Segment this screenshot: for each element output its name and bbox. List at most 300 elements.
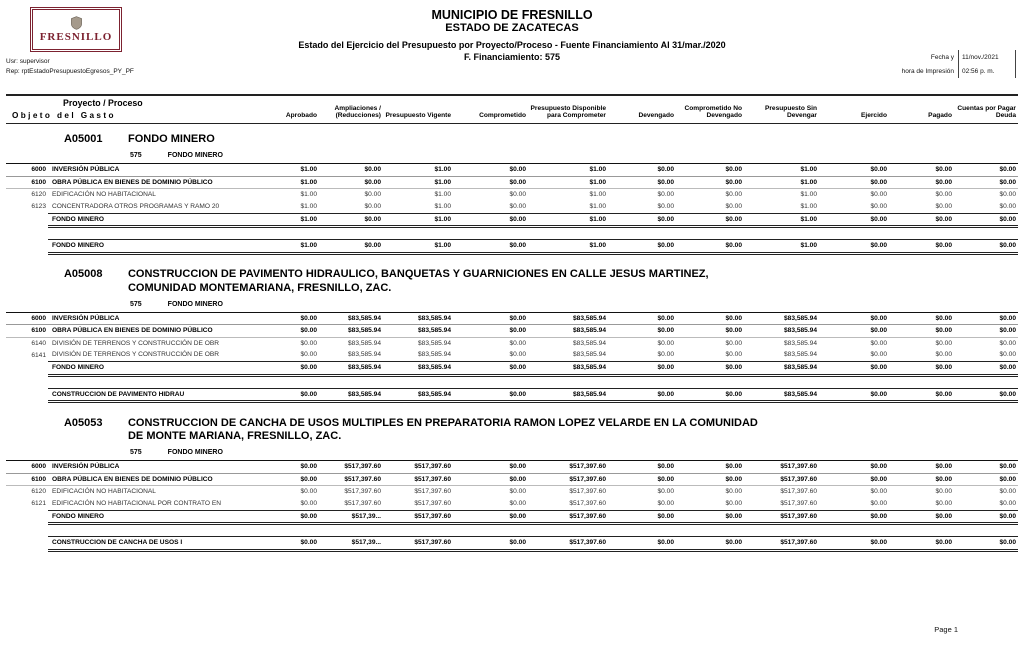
total-row-value: $1.00 (744, 213, 819, 227)
row-value: $0.00 (319, 164, 383, 177)
report-header (0, 0, 1024, 94)
row-value: $0.00 (300, 499, 317, 507)
row-value: $0.00 (509, 339, 526, 347)
total-row-code (6, 240, 48, 254)
total-row (6, 362, 1018, 376)
row-code: 6123 (31, 203, 46, 211)
total-row-value: $517,39... (319, 537, 383, 551)
spacer-cell (6, 375, 1018, 388)
row-value: $0.00 (935, 191, 952, 199)
row-value: $0.00 (935, 351, 952, 359)
row-value: $0.00 (954, 325, 1018, 338)
col-header-devengado: Devengado (608, 95, 676, 124)
row-value: $517,397.60 (383, 461, 453, 474)
col-header-pagado: Pagado (889, 95, 954, 124)
total-row-value: $0.00 (954, 510, 1018, 524)
total-row-value: $517,397.60 (383, 537, 453, 551)
row-value: $0.00 (676, 164, 744, 177)
row-value: $0.00 (870, 488, 887, 496)
row-value: $0.00 (274, 312, 319, 325)
col-header-disponible-para-comprometer: Presupuesto Disponible para Comprometer (528, 95, 608, 124)
gap-cell (6, 550, 1018, 556)
row-value: $0.00 (935, 488, 952, 496)
section-header (6, 417, 1018, 445)
total-row-value: $0.00 (676, 388, 744, 402)
total-row (6, 240, 1018, 254)
col-header-ampliaciones: Ampliaciones / (Reducciones) (319, 95, 383, 124)
row-value: $1.00 (589, 191, 606, 199)
print-time-label: hora de Impresión (901, 67, 954, 75)
total-row-code (6, 388, 48, 402)
row-label: EDIFICACIÓN NO HABITACIONAL POR CONTRATO EN (51, 499, 221, 507)
print-date-label: Fecha y (930, 53, 954, 61)
row-label: DIVISIÓN DE TERRENOS Y CONSTRUCCIÓN DE OBR (51, 339, 220, 347)
row-value: $83,585.94 (572, 339, 606, 347)
row-value: $517,397.60 (744, 473, 819, 486)
total-row-value: $0.00 (954, 213, 1018, 227)
total-row-value: $0.00 (453, 240, 528, 254)
budget-table (6, 94, 1018, 556)
fund-cell (6, 447, 1018, 461)
left-column-header (6, 95, 274, 124)
total-row-value: $0.00 (319, 240, 383, 254)
row-value: $1.00 (383, 164, 453, 177)
row-value: $0.00 (725, 191, 742, 199)
row-value: $0.00 (935, 499, 952, 507)
row-value: $0.00 (676, 461, 744, 474)
section-header (6, 133, 1018, 147)
budget-row (6, 486, 1018, 498)
total-row-label: FONDO MINERO (48, 240, 274, 254)
row-value: $0.00 (999, 202, 1016, 210)
report-id-label: Rep: rptEstadoPresupuestoEgresos_PY_PF (6, 68, 134, 76)
row-value: $83,585.94 (528, 312, 608, 325)
row-code: 6120 (31, 488, 46, 496)
row-code: 6141 (31, 351, 46, 359)
total-row-value: $517,397.60 (528, 537, 608, 551)
budget-row (6, 473, 1018, 486)
row-code: 6100 (6, 473, 48, 486)
row-value: $517,397.60 (569, 499, 606, 507)
total-row (6, 510, 1018, 524)
total-row-value: $0.00 (608, 510, 676, 524)
col-header-presupuesto-vigente: Presupuesto Vigente (383, 95, 453, 124)
spacer-cell (6, 227, 1018, 240)
total-row (6, 388, 1018, 402)
total-row (6, 537, 1018, 551)
total-row-value: $0.00 (453, 388, 528, 402)
row-value: $0.00 (999, 191, 1016, 199)
row-value: $517,397.60 (383, 473, 453, 486)
row-value: $0.00 (509, 191, 526, 199)
budget-row (6, 189, 1018, 201)
row-value: $83,585.94 (319, 325, 383, 338)
row-value: $0.00 (364, 191, 381, 199)
total-row-value: $0.00 (819, 537, 889, 551)
row-value: $0.00 (509, 499, 526, 507)
row-value: $0.00 (608, 312, 676, 325)
total-row-value: $517,397.60 (383, 510, 453, 524)
row-value: $83,585.94 (417, 339, 451, 347)
row-value: $1.00 (274, 176, 319, 189)
total-row-code (6, 213, 48, 227)
row-label: CONCENTRADORA OTROS PROGRAMAS Y RAMO 20 (51, 202, 220, 210)
total-row-value: $0.00 (274, 388, 319, 402)
total-row-value: $1.00 (528, 213, 608, 227)
fund-row (6, 447, 1018, 461)
row-value: $0.00 (364, 202, 381, 210)
total-row-value: $0.00 (676, 362, 744, 376)
total-row-value: $0.00 (889, 510, 954, 524)
budget-row (6, 325, 1018, 338)
row-value: $0.00 (453, 325, 528, 338)
col-header-comprometido: Comprometido (453, 95, 528, 124)
total-row-label: CONSTRUCCION DE CANCHA DE USOS I (48, 537, 274, 551)
section-header-row (6, 124, 1018, 150)
total-row-value: $0.00 (319, 213, 383, 227)
row-value: $0.00 (889, 461, 954, 474)
row-code: 6000 (6, 312, 48, 325)
row-value: $0.00 (725, 202, 742, 210)
row-value: $0.00 (935, 339, 952, 347)
row-label: INVERSIÓN PÚBLICA (48, 312, 274, 325)
total-row-value: $0.00 (819, 213, 889, 227)
section-code: A05001 (63, 133, 103, 146)
row-value: $517,397.60 (344, 488, 381, 496)
fund-row (6, 299, 1018, 313)
total-row-value: $0.00 (954, 362, 1018, 376)
row-value: $1.00 (744, 176, 819, 189)
row-value: $0.00 (657, 488, 674, 496)
row-code: 6000 (6, 461, 48, 474)
budget-row (6, 176, 1018, 189)
row-value: $83,585.94 (417, 351, 451, 359)
total-row-value: $0.00 (453, 213, 528, 227)
row-value: $1.00 (528, 176, 608, 189)
total-row-value: $83,585.94 (319, 362, 383, 376)
row-value: $0.00 (319, 176, 383, 189)
row-value: $0.00 (676, 176, 744, 189)
row-value: $517,397.60 (528, 473, 608, 486)
row-value: $517,397.60 (319, 473, 383, 486)
spacer-row (6, 524, 1018, 537)
row-value: $517,397.60 (528, 461, 608, 474)
row-value: $0.00 (889, 176, 954, 189)
row-value: $83,585.94 (528, 325, 608, 338)
row-value: $0.00 (657, 191, 674, 199)
total-row-code (6, 537, 48, 551)
total-row-value: $0.00 (889, 240, 954, 254)
total-row-value: $0.00 (608, 213, 676, 227)
row-value: $0.00 (954, 164, 1018, 177)
total-row-value: $0.00 (819, 510, 889, 524)
fund-cell (6, 299, 1018, 313)
total-row-value: $0.00 (889, 537, 954, 551)
total-row-value: $517,39... (319, 510, 383, 524)
total-row-value: $0.00 (954, 537, 1018, 551)
column-header-row (6, 95, 1018, 124)
row-code: 6000 (6, 164, 48, 177)
row-label: EDIFICACIÓN NO HABITACIONAL (51, 488, 156, 496)
spacer-cell (6, 524, 1018, 537)
total-row-value: $1.00 (274, 213, 319, 227)
row-label: OBRA PÚBLICA EN BIENES DE DOMINIO PÚBLICO (48, 473, 274, 486)
section-header-cell (6, 259, 1018, 299)
row-value: $0.00 (657, 339, 674, 347)
total-row-value: $1.00 (528, 240, 608, 254)
row-code: 6120 (31, 191, 46, 199)
fund-name: FONDO MINERO (167, 152, 223, 160)
total-row-value: $83,585.94 (744, 388, 819, 402)
row-value: $0.00 (657, 499, 674, 507)
total-row-value: $0.00 (453, 362, 528, 376)
row-value: $0.00 (274, 461, 319, 474)
row-value: $0.00 (453, 473, 528, 486)
row-value: $1.00 (528, 164, 608, 177)
report-title: Estado del Ejercicio del Presupuesto por Proyecto/Proceso - Fuente Financiamiento Al 31/mar./2020 (298, 40, 726, 50)
row-value: $517,397.60 (569, 488, 606, 496)
row-value: $517,397.60 (344, 499, 381, 507)
spacer-row (6, 375, 1018, 388)
row-value: $83,585.94 (347, 351, 381, 359)
row-value: $0.00 (608, 176, 676, 189)
row-value: $0.00 (819, 312, 889, 325)
total-row-value: $0.00 (889, 388, 954, 402)
row-value: $83,585.94 (383, 312, 453, 325)
total-row-value: $0.00 (608, 537, 676, 551)
row-value: $0.00 (819, 176, 889, 189)
section-title: CONSTRUCCION DE PAVIMENTO HIDRAULICO, BANQUETAS Y GUARNICIONES EN CALLE JESUS MARTINEZ, COMUNIDAD MONTEMARIANA, FRESNILLO, ZAC. (127, 268, 709, 294)
section-gap (6, 550, 1018, 556)
col-header-ejercido: Ejercido (819, 95, 889, 124)
section-code: A05053 (63, 416, 103, 429)
section-header (6, 268, 1018, 296)
col-header-cuentas-por-pagar: Cuentas por Pagar Deuda (954, 95, 1018, 124)
total-row-value: $1.00 (274, 240, 319, 254)
fund-code: 575 (129, 152, 142, 160)
row-value: $517,397.60 (414, 499, 451, 507)
row-value: $1.00 (589, 202, 606, 210)
total-row-value: $0.00 (819, 240, 889, 254)
row-label: INVERSIÓN PÚBLICA (48, 164, 274, 177)
row-code: 6121 (31, 500, 46, 508)
col-header-comprometido-no-devengado: Comprometido No Devengado (676, 95, 744, 124)
row-value: $517,397.60 (780, 499, 817, 507)
print-time-value: 02:56 p. m. (958, 64, 1016, 78)
page-number: Page 1 (934, 625, 958, 634)
row-value: $0.00 (999, 351, 1016, 359)
row-value: $0.00 (889, 312, 954, 325)
row-value: $1.00 (383, 176, 453, 189)
row-value: $0.00 (935, 202, 952, 210)
row-value: $0.00 (999, 339, 1016, 347)
financing-title: F. Financiamiento: 575 (463, 52, 561, 62)
row-value: $0.00 (819, 461, 889, 474)
row-value: $0.00 (657, 202, 674, 210)
section-header-cell (6, 124, 1018, 150)
row-value: $83,585.94 (347, 339, 381, 347)
total-row-value: $83,585.94 (319, 388, 383, 402)
row-value: $0.00 (608, 461, 676, 474)
row-value: $517,397.60 (414, 488, 451, 496)
total-row-value: $0.00 (608, 240, 676, 254)
total-row-value: $83,585.94 (383, 362, 453, 376)
budget-row (6, 461, 1018, 474)
row-code: 6100 (6, 325, 48, 338)
total-row-value: $0.00 (274, 362, 319, 376)
fund-name: FONDO MINERO (167, 449, 223, 457)
total-row-value: $0.00 (608, 388, 676, 402)
row-value: $0.00 (954, 461, 1018, 474)
total-row-value: $0.00 (954, 240, 1018, 254)
row-value: $1.00 (434, 191, 451, 199)
row-label: OBRA PÚBLICA EN BIENES DE DOMINIO PÚBLICO (48, 325, 274, 338)
total-row-label: CONSTRUCCION DE PAVIMENTO HIDRAU (48, 388, 274, 402)
state-title: ESTADO DE ZACATECAS (445, 22, 579, 34)
row-value: $1.00 (274, 164, 319, 177)
row-value: $1.00 (800, 202, 817, 210)
row-label: EDIFICACIÓN NO HABITACIONAL (51, 191, 156, 199)
row-value: $0.00 (676, 312, 744, 325)
total-row-value: $0.00 (453, 510, 528, 524)
row-value: $0.00 (657, 351, 674, 359)
row-value: $0.00 (870, 351, 887, 359)
total-row-value: $1.00 (744, 240, 819, 254)
section-code: A05008 (63, 268, 103, 281)
row-label: OBRA PÚBLICA EN BIENES DE DOMINIO PÚBLICO (48, 176, 274, 189)
total-row-value: $0.00 (819, 388, 889, 402)
total-row-value: $0.00 (676, 213, 744, 227)
row-value: $0.00 (999, 488, 1016, 496)
row-value: $0.00 (725, 488, 742, 496)
row-value: $0.00 (509, 488, 526, 496)
row-value: $0.00 (725, 351, 742, 359)
row-value: $0.00 (509, 351, 526, 359)
total-row-value: $1.00 (383, 240, 453, 254)
row-value: $0.00 (509, 202, 526, 210)
total-row-label: FONDO MINERO (48, 213, 274, 227)
section-header-cell (6, 408, 1018, 448)
fund-cell (6, 150, 1018, 164)
total-row-value: $0.00 (676, 510, 744, 524)
budget-row (6, 201, 1018, 213)
budget-row (6, 337, 1018, 349)
total-row-value: $83,585.94 (744, 362, 819, 376)
row-value: $0.00 (954, 473, 1018, 486)
proyecto-proceso-header: Proyecto / Proceso (62, 98, 143, 108)
row-value: $0.00 (453, 176, 528, 189)
fund-name: FONDO MINERO (167, 300, 223, 308)
row-value: $83,585.94 (744, 325, 819, 338)
row-value: $0.00 (870, 202, 887, 210)
section-title: FONDO MINERO (127, 133, 215, 146)
row-value: $1.00 (300, 191, 317, 199)
print-date-value: 11/nov./2021 (958, 50, 1016, 64)
row-label: INVERSIÓN PÚBLICA (48, 461, 274, 474)
budget-row (6, 498, 1018, 510)
row-value: $83,585.94 (783, 351, 817, 359)
row-value: $0.00 (889, 164, 954, 177)
fund-code: 575 (129, 300, 142, 308)
row-value: $83,585.94 (744, 312, 819, 325)
user-label: Usr: supervisor (6, 58, 50, 65)
section-title: CONSTRUCCION DE CANCHA DE USOS MULTIPLES EN PREPARATORIA RAMON LOPEZ VELARDE EN LA COMUNIDAD DE MONTE MARIANA, FRESNILLO, ZAC. (127, 416, 758, 443)
row-label: DIVISIÓN DE TERRENOS Y CONSTRUCCIÓN DE OBR (51, 351, 220, 359)
row-value: $517,397.60 (319, 461, 383, 474)
row-value: $0.00 (300, 351, 317, 359)
print-time-row (892, 64, 1016, 78)
row-value: $0.00 (300, 339, 317, 347)
total-row-value: $0.00 (819, 362, 889, 376)
total-row-value: $83,585.94 (528, 362, 608, 376)
row-value: $1.00 (434, 202, 451, 210)
total-row-value: $0.00 (676, 537, 744, 551)
total-row-value: $0.00 (954, 388, 1018, 402)
row-value: $0.00 (676, 473, 744, 486)
budget-row (6, 164, 1018, 177)
total-row-value: $0.00 (274, 510, 319, 524)
municipality-title: MUNICIPIO DE FRESNILLO (431, 8, 593, 22)
row-value: $517,397.60 (780, 488, 817, 496)
col-header-aprobado: Aprobado (274, 95, 319, 124)
row-value: $83,585.94 (319, 312, 383, 325)
row-value: $0.00 (870, 191, 887, 199)
row-value: $517,397.60 (744, 461, 819, 474)
total-row-value: $1.00 (383, 213, 453, 227)
row-value: $0.00 (453, 461, 528, 474)
row-value: $83,585.94 (572, 351, 606, 359)
row-value: $0.00 (453, 164, 528, 177)
total-row-value: $517,397.60 (744, 537, 819, 551)
total-row-value: $0.00 (274, 537, 319, 551)
row-value: $0.00 (954, 312, 1018, 325)
row-value: $0.00 (274, 325, 319, 338)
row-value: $0.00 (608, 164, 676, 177)
fund-row (6, 150, 1018, 164)
row-value: $1.00 (300, 202, 317, 210)
row-value: $0.00 (870, 499, 887, 507)
spacer-row (6, 227, 1018, 240)
row-value: $0.00 (889, 325, 954, 338)
print-info (892, 50, 1016, 78)
title-block (0, 8, 1024, 62)
row-value: $83,585.94 (383, 325, 453, 338)
section-header-row (6, 408, 1018, 448)
total-row-value: $0.00 (676, 240, 744, 254)
row-value: $0.00 (608, 473, 676, 486)
row-value: $1.00 (800, 191, 817, 199)
total-row-value: $517,397.60 (744, 510, 819, 524)
total-row-value: $83,585.94 (383, 388, 453, 402)
row-value: $83,585.94 (783, 339, 817, 347)
total-row-value: $517,397.60 (528, 510, 608, 524)
row-value: $0.00 (819, 164, 889, 177)
total-row-label: FONDO MINERO (48, 510, 274, 524)
budget-row (6, 312, 1018, 325)
row-value: $0.00 (725, 499, 742, 507)
total-row-value: $0.00 (889, 213, 954, 227)
row-value: $0.00 (819, 473, 889, 486)
row-code: 6140 (31, 339, 46, 347)
row-code: 6100 (6, 176, 48, 189)
total-row-value: $83,585.94 (528, 388, 608, 402)
col-header-presupuesto-sin-devengar: Presupuesto Sin Devengar (744, 95, 819, 124)
total-row-value: $0.00 (453, 537, 528, 551)
total-row-code (6, 362, 48, 376)
total-row-value: $0.00 (608, 362, 676, 376)
row-value: $0.00 (453, 312, 528, 325)
row-value: $0.00 (676, 325, 744, 338)
